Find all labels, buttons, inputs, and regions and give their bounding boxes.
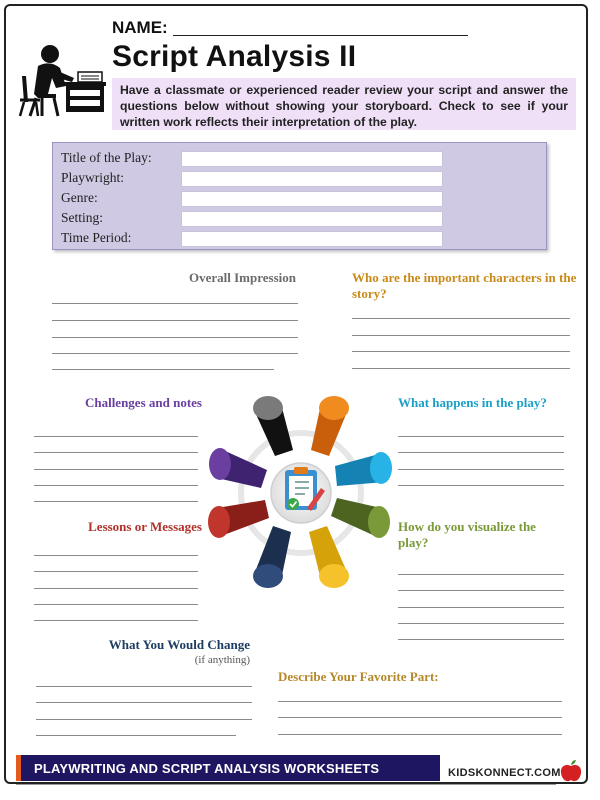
cup-cyan-icon <box>335 452 392 486</box>
cup-red-icon <box>208 500 269 538</box>
footer-divider <box>16 784 556 785</box>
apple-icon <box>558 758 584 784</box>
instructions-box: Have a classmate or experienced reader review your script and answer the questions below without showing your storyboard. Check to see if your written work reflects their interpretation of the play. <box>112 78 576 130</box>
lessons-heading: Lessons or Messages <box>88 519 202 534</box>
student-writing-icon <box>16 42 108 118</box>
what-happens-heading: What happens in the play? <box>398 395 547 410</box>
favorite-part-heading: Describe Your Favorite Part: <box>278 669 439 684</box>
important-characters-heading: Who are the important characters in the story? <box>352 270 577 301</box>
info-label-genre: Genre: <box>61 190 98 205</box>
challenges-heading: Challenges and notes <box>84 395 202 410</box>
info-label-setting: Setting: <box>61 210 104 225</box>
footer-site[interactable]: KIDSKONNECT.COM <box>448 767 561 779</box>
play-info-box <box>52 142 547 250</box>
page-title: Script Analysis II <box>112 40 357 73</box>
cup-ring-graphic <box>203 390 399 596</box>
info-label-playwright: Playwright: <box>61 170 124 185</box>
overall-impression-heading: Overall Impression <box>188 270 296 285</box>
time-period-field[interactable] <box>181 231 443 247</box>
visualize-heading: How do you visualize the play? <box>398 519 536 550</box>
name-label: NAME: <box>112 18 168 37</box>
cup-green-icon <box>331 498 390 538</box>
footer-title: PLAYWRITING AND SCRIPT ANALYSIS WORKSHEETS <box>34 761 380 776</box>
would-change-heading: What You Would Change <box>108 637 250 652</box>
title-field[interactable] <box>181 151 443 167</box>
genre-field[interactable] <box>181 191 443 207</box>
would-change-note: (if anything) <box>194 654 250 666</box>
info-label-title: Title of the Play: <box>61 150 152 165</box>
name-line[interactable] <box>173 35 468 36</box>
setting-field[interactable] <box>181 211 443 227</box>
playwright-field[interactable] <box>181 171 443 187</box>
info-label-time-period: Time Period: <box>61 230 132 245</box>
